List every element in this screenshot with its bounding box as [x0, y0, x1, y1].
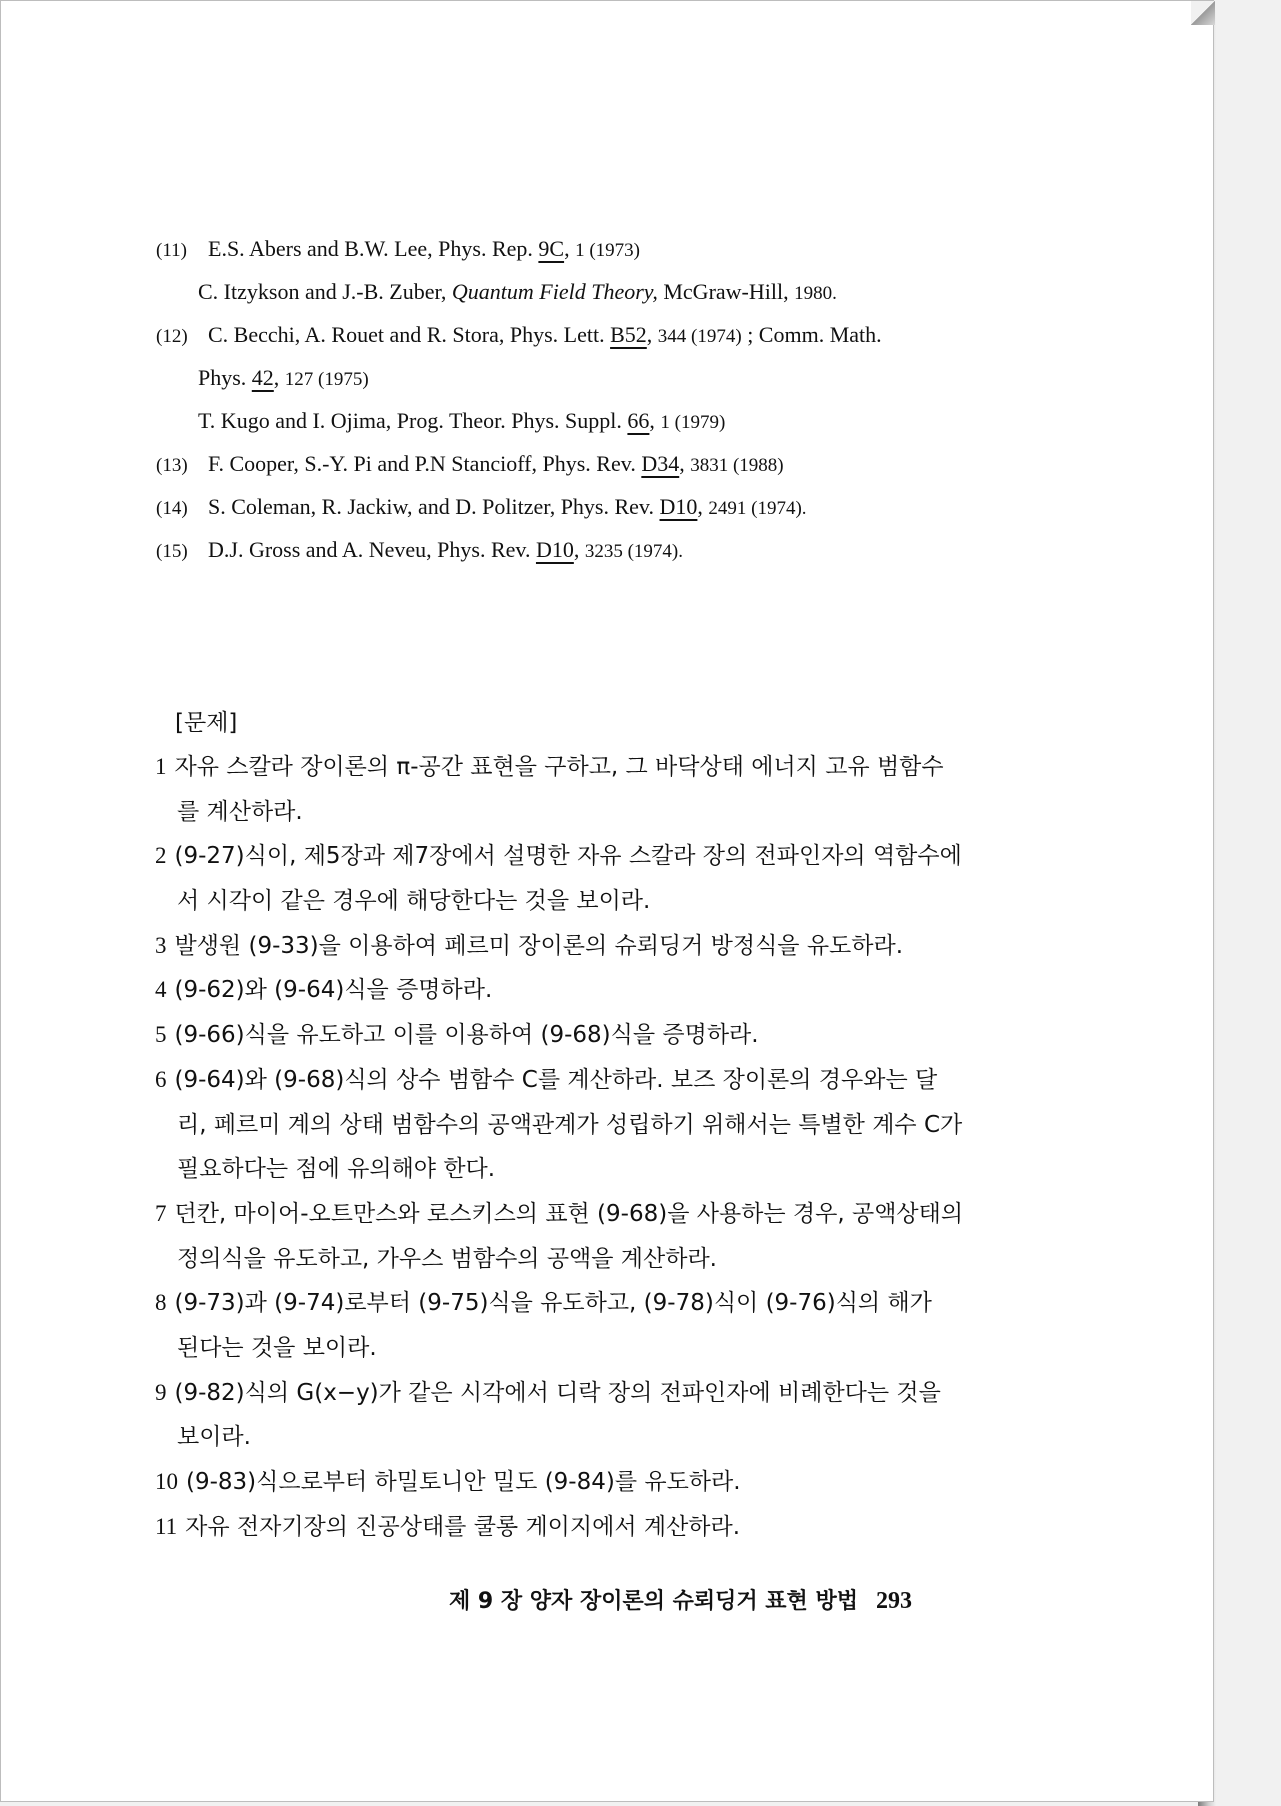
reference-pages-year: 1 (1973) [575, 240, 640, 261]
problem-item [155, 1371, 1015, 1416]
problem-number: 9 [155, 1379, 167, 1405]
problem-continuation [155, 1326, 1015, 1371]
problem-item [155, 1281, 1015, 1326]
problem-number: 1 [155, 754, 167, 779]
problem-text: (9-83)식으로부터 하밀토니안 밀도 (9-84)를 유도하라. [186, 1469, 741, 1495]
problems-heading: [문제] [175, 710, 238, 736]
problem-text: (9-27)식이, 제5장과 제7장에서 설명한 자유 스칼라 장의 전파인자의 역함수에 [174, 843, 962, 870]
reference-separator: , [646, 322, 658, 347]
reference-text-tail: ; Comm. Math. [741, 322, 882, 347]
reference-separator: , [649, 408, 661, 433]
problem-continuation [155, 1237, 1015, 1282]
problem-text: (9-66)식을 유도하고 이를 이용하여 (9-68)식을 증명하라. [174, 1022, 759, 1049]
reference-pages-year: 1 (1979) [660, 412, 726, 433]
problem-text: 정의식을 유도하고, 가우스 범함수의 공액을 계산하라. [177, 1245, 717, 1272]
reference-pages-year: 344 (1974) [657, 326, 742, 347]
problem-number: 6 [155, 1066, 167, 1092]
reference-separator: McGraw-Hill, [657, 279, 795, 304]
problem-text: (9-82)식의 G(x−y)가 같은 시각에서 디락 장의 전파인자에 비례한다는 것을 [174, 1379, 941, 1406]
reference-text: C. Becchi, A. Rouet and R. Stora, Phys. Lett. [208, 322, 611, 347]
reference-text: S. Coleman, R. Jackiw, and D. Politzer, Phys. Rev. [208, 494, 660, 519]
reference-pages-year: 127 (1975) [284, 369, 369, 390]
reference-line [156, 485, 1016, 528]
reference-text: C. Itzykson and J.-B. Zuber, [198, 279, 452, 304]
reference-line [156, 442, 1016, 485]
reference-number: (11) [156, 240, 187, 261]
reference-volume: D34 [641, 451, 680, 476]
problem-continuation [155, 1103, 1015, 1148]
reference-volume: 66 [627, 408, 650, 433]
reference-volume: 9C [538, 236, 565, 261]
reference-pages-year: 1980. [794, 283, 837, 304]
reference-line [156, 399, 1016, 442]
reference-pages-year: 3831 (1988) [690, 455, 784, 476]
problem-text: (9-73)과 (9-74)로부터 (9-75)식을 유도하고, (9-78)식이 (9-76)식의 해가 [174, 1290, 932, 1317]
reference-list [156, 227, 1016, 571]
reference-volume: D10 [535, 537, 574, 562]
problem-text: 자유 전자기장의 진공상태를 쿨롱 게이지에서 계산하라. [185, 1513, 741, 1540]
reference-text: D.J. Gross and A. Neveu, Phys. Rev. [208, 537, 536, 562]
problem-item [155, 745, 1015, 790]
reference-separator: , [564, 236, 576, 261]
problem-item [155, 924, 1015, 969]
problem-number: 8 [155, 1290, 167, 1316]
problem-text: 던칸, 마이어-오트만스와 로스키스의 표현 (9-68)을 사용하는 경우, 공액상태의 [174, 1200, 964, 1227]
reference-separator: , [679, 451, 691, 476]
problem-item [155, 1192, 1015, 1237]
problem-number: 11 [155, 1513, 178, 1539]
problem-item [155, 1013, 1015, 1058]
problem-number: 2 [155, 843, 167, 869]
reference-line [156, 227, 1016, 270]
reference-separator: , [573, 537, 585, 562]
reference-separator: , [697, 494, 709, 519]
problem-item [155, 1058, 1015, 1103]
problem-text: 서 시각이 같은 경우에 해당한다는 것을 보이라. [177, 888, 651, 915]
problem-text: (9-62)와 (9-64)식을 증명하라. [174, 977, 493, 1004]
problem-continuation [155, 1147, 1015, 1192]
reference-text: F. Cooper, S.-Y. Pi and P.N Stancioff, Phys. Rev. [208, 451, 642, 476]
reference-separator: , [273, 365, 285, 390]
problem-number: 3 [155, 932, 167, 958]
page-footer [449, 1584, 1009, 1615]
reference-pages-year: 3235 (1974). [584, 541, 683, 562]
reference-book-title: Quantum Field Theory, [451, 279, 658, 304]
page-number: 293 [875, 1588, 912, 1614]
problems-section [155, 701, 1015, 1549]
problem-number: 10 [155, 1469, 178, 1494]
reference-volume: D10 [659, 494, 698, 519]
reference-number: (14) [156, 498, 188, 519]
reference-line [156, 270, 1016, 313]
reference-pages-year: 2491 (1974). [708, 498, 807, 519]
reference-number: (12) [156, 326, 188, 347]
problem-item [155, 1460, 1015, 1505]
page-curl-corner [1191, 1, 1215, 25]
reference-number: (15) [156, 541, 188, 562]
problem-item [155, 834, 1015, 879]
problem-item [155, 1505, 1015, 1550]
problem-text: 보이라. [177, 1424, 251, 1451]
problem-number: 5 [155, 1022, 167, 1048]
chapter-title: 제 9 장 양자 장이론의 슈뢰딩거 표현 방법 [449, 1589, 858, 1614]
reference-volume: B52 [610, 322, 647, 347]
problem-text: 자유 스칼라 장이론의 π-공간 표현을 구하고, 그 바닥상태 에너지 고유 범함수 [174, 754, 944, 780]
problem-continuation [155, 790, 1015, 835]
reference-line [156, 313, 1016, 356]
problem-item [155, 968, 1015, 1013]
reference-text: Phys. [198, 365, 252, 390]
reference-volume: 42 [251, 365, 274, 390]
problem-text: 를 계산하라. [177, 798, 303, 825]
problem-text: 필요하다는 점에 유의해야 한다. [177, 1156, 496, 1183]
reference-text: E.S. Abers and B.W. Lee, Phys. Rep. [208, 236, 539, 261]
problem-text: (9-64)와 (9-68)식의 상수 범함수 C를 계산하라. 보즈 장이론의 경우와는 달 [174, 1066, 938, 1093]
problem-continuation [155, 1415, 1015, 1460]
reference-line [156, 356, 1016, 399]
problem-number: 7 [155, 1200, 167, 1226]
problem-text: 리, 페르미 계의 상태 범함수의 공액관계가 성립하기 위해서는 특별한 계수 C가 [177, 1111, 963, 1138]
reference-line [156, 528, 1016, 571]
reference-number: (13) [156, 455, 188, 476]
problem-continuation [155, 879, 1015, 924]
problem-number: 4 [155, 977, 167, 1003]
problem-text: 된다는 것을 보이라. [177, 1334, 377, 1361]
reference-text: T. Kugo and I. Ojima, Prog. Theor. Phys. Suppl. [198, 408, 628, 433]
problem-text: 발생원 (9-33)을 이용하여 페르미 장이론의 슈뢰딩거 방정식을 유도하라. [174, 932, 904, 959]
